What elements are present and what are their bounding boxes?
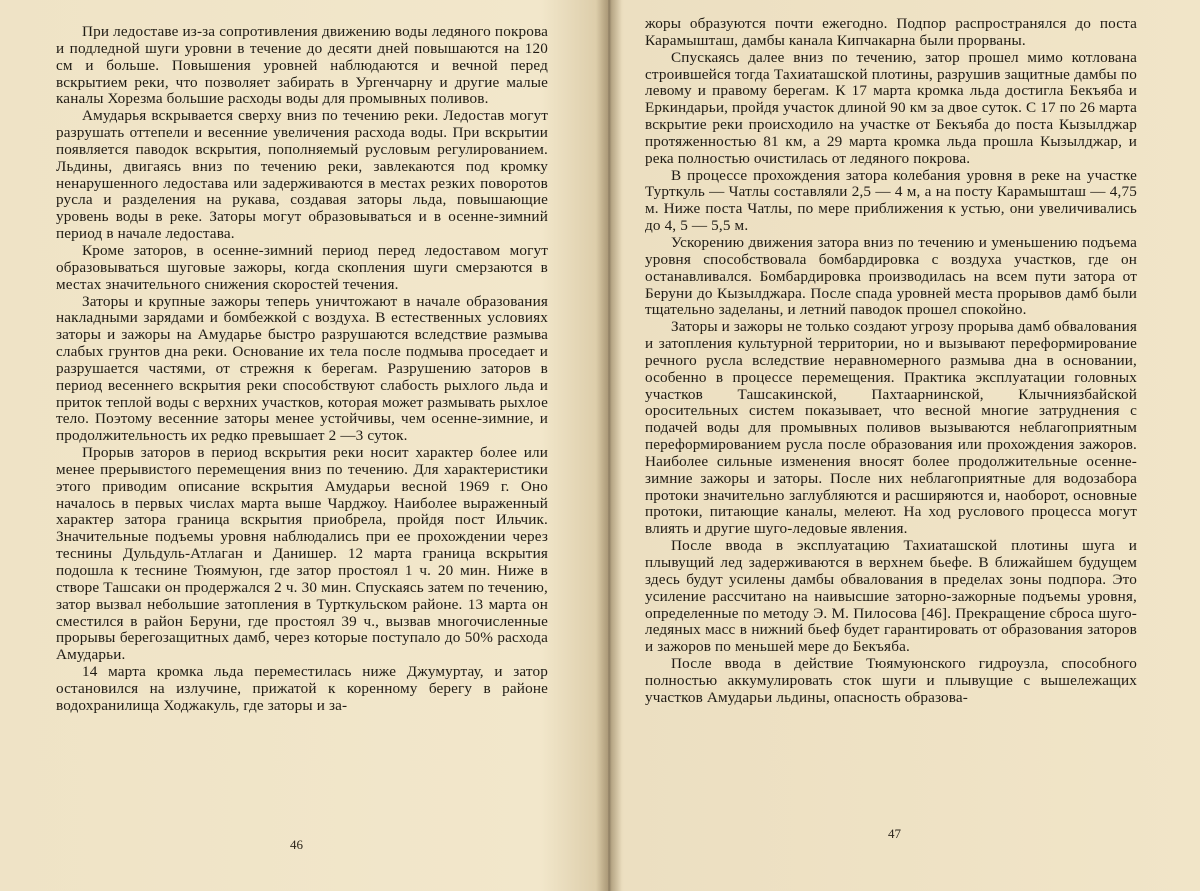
right-paragraph-2: Спускаясь далее вниз по течению, затор прошел мимо котлована строившейся тогда Тахиаташской плотины, разрушив защитные дамбы по левому и правому берегам. К 17 марта кромка льда достигла Бекъяба и Еркиндарьи, пройдя участок длиной 90 км за двое суток. С 17 по 26 марта вскрытие реки происходило на участке от Бекъяба до поста Кызылджар протяженностью 81 км, а 29 марта кромка льда прошла Кызылджар, и река полностью очистилась от ледяного покрова. bbox=[645, 48, 1137, 167]
left-paragraph-5: Прорыв заторов в период вскрытия реки носит характер более или менее прерывистого перемещения вниз по течению. Для характеристики этого приводим описание вскрытия Амударьи весной 1969 г. Оно началось в первых числах марта выше Чарджоу. Наиболее выраженный характер затора граница вскрытия приобрела, пройдя пост Ильчик. Значительные подъемы уровня наблюдались при ее прохождении через теснины Дульдуль-Атлаган и Данишер. 12 марта граница вскрытия подошла к теснине Тюямуюн, где затор простоял 1 ч. 20 мин. Ниже в створе Ташсаки он продержался 2 ч. 30 мин. Спускаясь затем по течению, затор вызвал небольшие затопления в Турткульском районе. 13 марта он сместился в район Беруни, где простоял 39 ч., вызвав многочисленные прорывы берегозащитных дамб, через которые поступало до 50% расхода Амударьи. bbox=[56, 444, 548, 664]
left-paragraph-2: Амударья вскрывается сверху вниз по течению реки. Ледостав могут разрушать оттепели и весенние увеличения расхода воды. При вскрытии появляется паводок вскрытия, пополняемый русловым регулированием. Льдины, двигаясь вниз по течению реки, завлекаются под кромку ненарушенного ледостава или задерживаются в местах резких поворотов русла и разделения на рукава, создавая заторы льда, повышающие уровень воды в реке. Заторы могут образовываться и в осенне-зимний период в начале ледостава. bbox=[56, 107, 548, 243]
book-gutter bbox=[596, 0, 622, 891]
right-page-number: 47 bbox=[888, 826, 901, 841]
left-paragraph-3: Кроме заторов, в осенне-зимний период перед ледоставом могут образовываться шуговые зажоры, когда скопления шуги смерзаются в местах значительного снижения скоростей течения. bbox=[56, 241, 548, 293]
right-paragraph-5: Заторы и зажоры не только создают угрозу прорыва дамб обвалования и затопления культурной территории, но и вызывают переформирование речного русла вследствие неравномерного размыва дна в основании, особенно в процессе перемещения. Практика эксплуатации головных участков Ташсакинской, Пахтаарнинской, Клычниязбайской оросительных систем показывает, что весной многие затруднения с подачей воды для промывных поливов вызываются неблагоприятным переформированием русла после образования или прохождения зажоров. Наиболее сильные изменения вносят более продолжительные осенне-зимние зажоры и заторы. После них неблагоприятные для водозабора протоки значительно заглубляются и расширяются и, наоборот, основные протоки, питающие каналы, мелеют. На ход руслового процесса могут влиять и другие шуго-ледовые явления. bbox=[645, 318, 1138, 538]
right-paragraph-7: После ввода в действие Тюямуюнского гидроузла, способного полностью аккумулировать сток шуги и плывущие с вышележащих участков Амударьи льдины, опасность образова- bbox=[645, 655, 1137, 706]
left-page bbox=[56, 24, 548, 715]
right-paragraph-1: жоры образуются почти ежегодно. Подпор распространялся до поста Карамышташ, дамбы канала Кипчакарна были прорваны. bbox=[645, 15, 1137, 49]
left-page-number: 46 bbox=[290, 837, 303, 852]
right-paragraph-6: После ввода в эксплуатацию Тахиаташской плотины шуга и плывущий лед задерживаются в верхнем бьефе. В ближайшем будущем здесь будут усилены дамбы обвалования в пределах зоны подпора. Это усиление рассчитано на наивысшие заторно-зажорные подъемы уровня, определенные по методу Э. М. Пилосова [46]. Прекращение сброса шуго-ледяных масс в нижний бьеф будет гарантировать от образования заторов и зажоров по меньшей мере до Бекъяба. bbox=[645, 537, 1137, 656]
left-paragraph-1: При ледоставе из-за сопротивления движению воды ледяного покрова и подледной шуги уровни в течение до десяти дней повышаются на 120 см и больше. Повышения уровней наблюдаются и вечной перед вскрытием реки, что позволяет забирать в Ургенчарну и другие малые каналы Хорезма большие расходы воды для промывных поливов. bbox=[56, 23, 548, 108]
right-page bbox=[645, 16, 1137, 707]
right-paragraph-4: Ускорению движения затора вниз по течению и уменьшению подъема уровня способствовала бомбардировка с воздуха участков, где он останавливался. Бомбардировка производилась на всем пути затора от Беруни до Кызылджара. После спада уровней места прорывов дамб были тщательно заделаны, и летний паводок прошел спокойно. bbox=[645, 233, 1137, 319]
left-paragraph-4: Заторы и крупные зажоры теперь уничтожают в начале образования накладными зарядами и бомбежкой с воздуха. В естественных условиях заторы и зажоры на Амударье быстро разрушаются вследствие размыва слабых грунтов дна реки. Основание их тела после подмыва проседает и разрушается частями, от стрежня к берегам. Разрушению заторов в период весеннего вскрытия реки способствуют слабость рыхлого льда и приток теплой воды с верхних участков, которая может размывать рыхлое тело. Поэтому весенние заторы менее устойчивы, чем осенне-зимние, и продолжительность их редко превышает 2 —3 суток. bbox=[56, 292, 548, 445]
right-paragraph-3: В процессе прохождения затора колебания уровня в реке на участке Турткуль — Чатлы составляли 2,5 — 4 м, а на посту Карамышташ — 4,75 м. Ниже поста Чатлы, по мере приближения к устью, они увеличивались до 4, 5 — 5,5 м. bbox=[645, 166, 1137, 235]
left-paragraph-6: 14 марта кромка льда переместилась ниже Джумуртау, и затор остановился на излучине, прижатой к коренному берегу в районе водохранилища Ходжакуль, где заторы и за- bbox=[56, 663, 548, 714]
